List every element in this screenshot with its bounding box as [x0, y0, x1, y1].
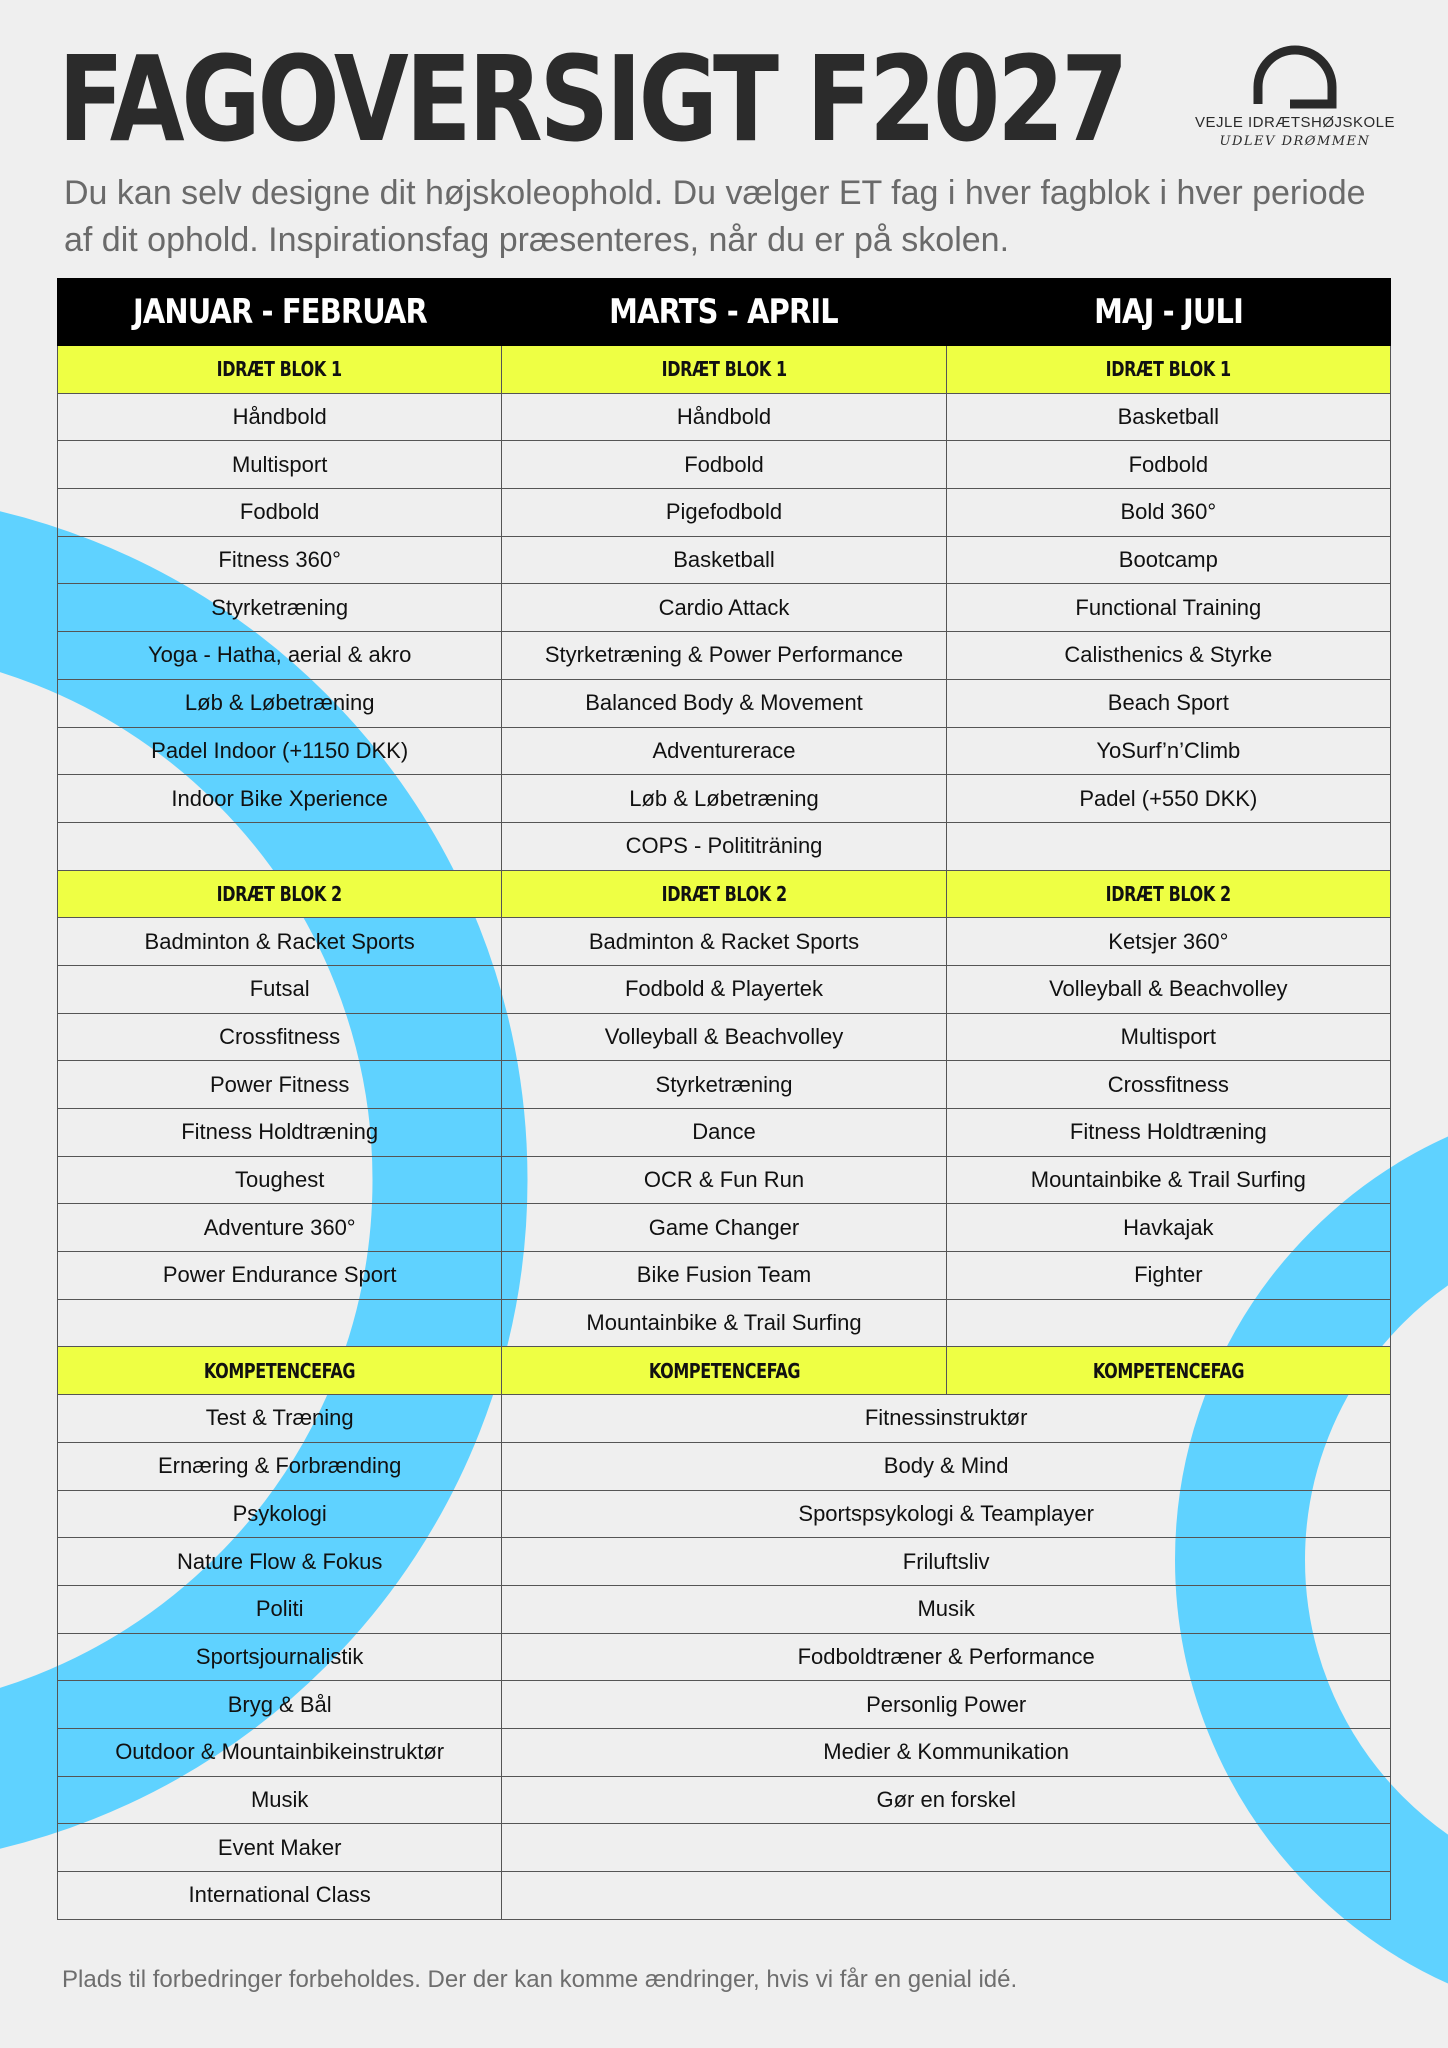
month-may-jul: MAJ - JULI	[946, 279, 1390, 346]
table-row	[58, 1204, 1391, 1252]
table-row	[58, 1061, 1391, 1109]
course-cell: Ketsjer 360°	[946, 918, 1390, 966]
table-row	[58, 918, 1391, 966]
block-label: IDRÆT BLOK 2	[502, 870, 946, 918]
table-row	[58, 536, 1391, 584]
course-cell: Bootcamp	[946, 536, 1390, 584]
course-cell: Politi	[58, 1585, 502, 1633]
table-row	[58, 1776, 1391, 1824]
table-row	[58, 1013, 1391, 1061]
table-row	[58, 1252, 1391, 1300]
course-cell: International Class	[58, 1872, 502, 1920]
course-cell: Volleyball & Beachvolley	[502, 1013, 946, 1061]
course-cell: Bold 360°	[946, 489, 1390, 537]
course-cell: Fitness 360°	[58, 536, 502, 584]
course-cell: Dance	[502, 1109, 946, 1157]
course-cell	[946, 1299, 1390, 1347]
course-cell: Fodbold	[502, 441, 946, 489]
month-jan-feb: JANUAR - FEBRUAR	[58, 279, 502, 346]
table-row	[58, 1681, 1391, 1729]
course-cell: Badminton & Racket Sports	[502, 918, 946, 966]
table-row	[58, 965, 1391, 1013]
course-cell: COPS - Polititräning	[502, 822, 946, 870]
table-row	[58, 822, 1391, 870]
school-logo	[1180, 42, 1410, 162]
course-cell: Multisport	[946, 1013, 1390, 1061]
course-cell-shared	[502, 1824, 1391, 1872]
course-cell: Løb & Løbetræning	[502, 775, 946, 823]
logo-tagline: UDLEV DRØMMEN	[1219, 134, 1371, 149]
course-cell: Mountainbike & Trail Surfing	[502, 1299, 946, 1347]
course-cell: Håndbold	[58, 393, 502, 441]
table-row	[58, 1538, 1391, 1586]
course-cell: Game Changer	[502, 1204, 946, 1252]
table-row	[58, 441, 1391, 489]
table-row	[58, 1442, 1391, 1490]
table-row	[58, 1824, 1391, 1872]
table-row	[58, 775, 1391, 823]
course-cell-shared: Sportspsykologi & Teamplayer	[502, 1490, 1391, 1538]
course-cell: Badminton & Racket Sports	[58, 918, 502, 966]
table-row	[58, 1585, 1391, 1633]
course-cell-shared: Medier & Kommunikation	[502, 1728, 1391, 1776]
course-cell: Musik	[58, 1776, 502, 1824]
course-cell: Fighter	[946, 1252, 1390, 1300]
course-cell: Fodbold	[946, 441, 1390, 489]
logo-arc-icon	[1250, 42, 1340, 112]
course-cell: Mountainbike & Trail Surfing	[946, 1156, 1390, 1204]
table-row	[58, 584, 1391, 632]
course-cell: Functional Training	[946, 584, 1390, 632]
course-cell: Styrketræning & Power Performance	[502, 632, 946, 680]
course-cell: OCR & Fun Run	[502, 1156, 946, 1204]
course-cell: Crossfitness	[58, 1013, 502, 1061]
course-cell: Cardio Attack	[502, 584, 946, 632]
block-label: IDRÆT BLOK 2	[946, 870, 1390, 918]
table-row	[58, 393, 1391, 441]
course-cell: Nature Flow & Fokus	[58, 1538, 502, 1586]
course-cell	[58, 1299, 502, 1347]
course-cell: Håndbold	[502, 393, 946, 441]
block-label: KOMPETENCEFAG	[58, 1347, 502, 1395]
course-cell: Multisport	[58, 441, 502, 489]
course-cell: Event Maker	[58, 1824, 502, 1872]
course-cell: Outdoor & Mountainbikeinstruktør	[58, 1728, 502, 1776]
course-cell-shared: Body & Mind	[502, 1442, 1391, 1490]
table-row	[58, 1109, 1391, 1157]
block-label: KOMPETENCEFAG	[502, 1347, 946, 1395]
course-cell: Balanced Body & Movement	[502, 679, 946, 727]
course-cell: Crossfitness	[946, 1061, 1390, 1109]
course-cell: Fitness Holdtræning	[58, 1109, 502, 1157]
course-cell: Power Endurance Sport	[58, 1252, 502, 1300]
course-cell	[946, 822, 1390, 870]
course-cell: Fodbold	[58, 489, 502, 537]
course-cell: Bryg & Bål	[58, 1681, 502, 1729]
course-cell: Ernæring & Forbrænding	[58, 1442, 502, 1490]
course-cell: Test & Træning	[58, 1395, 502, 1443]
table-row	[58, 1872, 1391, 1920]
course-cell: Power Fitness	[58, 1061, 502, 1109]
course-cell-shared: Gør en forskel	[502, 1776, 1391, 1824]
course-cell: Fodbold & Playertek	[502, 965, 946, 1013]
course-cell: Padel (+550 DKK)	[946, 775, 1390, 823]
course-cell: Basketball	[502, 536, 946, 584]
course-cell: Psykologi	[58, 1490, 502, 1538]
course-cell: Havkajak	[946, 1204, 1390, 1252]
course-cell: Volleyball & Beachvolley	[946, 965, 1390, 1013]
table-row	[58, 679, 1391, 727]
course-cell: Adventurerace	[502, 727, 946, 775]
course-cell: Indoor Bike Xperience	[58, 775, 502, 823]
logo-name: VEJLE IDRÆTSHØJSKOLE	[1194, 114, 1396, 131]
course-cell: Fitness Holdtræning	[946, 1109, 1390, 1157]
course-cell: Futsal	[58, 965, 502, 1013]
table-row	[58, 1156, 1391, 1204]
course-cell: Styrketræning	[58, 584, 502, 632]
block-label: IDRÆT BLOK 1	[58, 346, 502, 394]
course-cell: Basketball	[946, 393, 1390, 441]
footnote: Plads til forbedringer forbeholdes. Der der kan komme ændringer, hvis vi får en genial idé.	[62, 1966, 1018, 1993]
block-header-row	[58, 870, 1391, 918]
course-table	[57, 278, 1391, 1920]
table-row	[58, 1395, 1391, 1443]
intro-text: Du kan selv designe dit højskoleophold. Du vælger ET fag i hver fagblok i hver periode af dit ophold. Inspirationsfag præsenteres, når du er på skolen.	[64, 174, 1366, 259]
table-row	[58, 632, 1391, 680]
table-row	[58, 727, 1391, 775]
course-cell: Adventure 360°	[58, 1204, 502, 1252]
block-label: KOMPETENCEFAG	[946, 1347, 1390, 1395]
table-row	[58, 1490, 1391, 1538]
table-row	[58, 1633, 1391, 1681]
table-row	[58, 1299, 1391, 1347]
block-label: IDRÆT BLOK 2	[58, 870, 502, 918]
course-cell-shared: Friluftsliv	[502, 1538, 1391, 1586]
course-cell: Sportsjournalistik	[58, 1633, 502, 1681]
block-label: IDRÆT BLOK 1	[946, 346, 1390, 394]
course-cell: Toughest	[58, 1156, 502, 1204]
course-cell-shared: Musik	[502, 1585, 1391, 1633]
month-header-row	[58, 279, 1391, 346]
course-cell: Løb & Løbetræning	[58, 679, 502, 727]
course-cell-shared: Fitnessinstruktør	[502, 1395, 1391, 1443]
course-cell	[58, 822, 502, 870]
course-cell-shared: Fodboldtræner & Performance	[502, 1633, 1391, 1681]
block-header-row	[58, 346, 1391, 394]
course-cell-shared	[502, 1872, 1391, 1920]
course-cell: YoSurf’n’Climb	[946, 727, 1390, 775]
course-cell: Bike Fusion Team	[502, 1252, 946, 1300]
table-row	[58, 1728, 1391, 1776]
month-mar-apr: MARTS - APRIL	[502, 279, 946, 346]
page-title: FAGOVERSIGT F2027	[58, 30, 1126, 168]
course-cell: Styrketræning	[502, 1061, 946, 1109]
course-cell: Pigefodbold	[502, 489, 946, 537]
block-header-row	[58, 1347, 1391, 1395]
course-cell: Padel Indoor (+1150 DKK)	[58, 727, 502, 775]
course-cell: Beach Sport	[946, 679, 1390, 727]
table-row	[58, 489, 1391, 537]
block-label: IDRÆT BLOK 1	[502, 346, 946, 394]
course-cell: Yoga - Hatha, aerial & akro	[58, 632, 502, 680]
course-cell: Calisthenics & Styrke	[946, 632, 1390, 680]
course-cell-shared: Personlig Power	[502, 1681, 1391, 1729]
